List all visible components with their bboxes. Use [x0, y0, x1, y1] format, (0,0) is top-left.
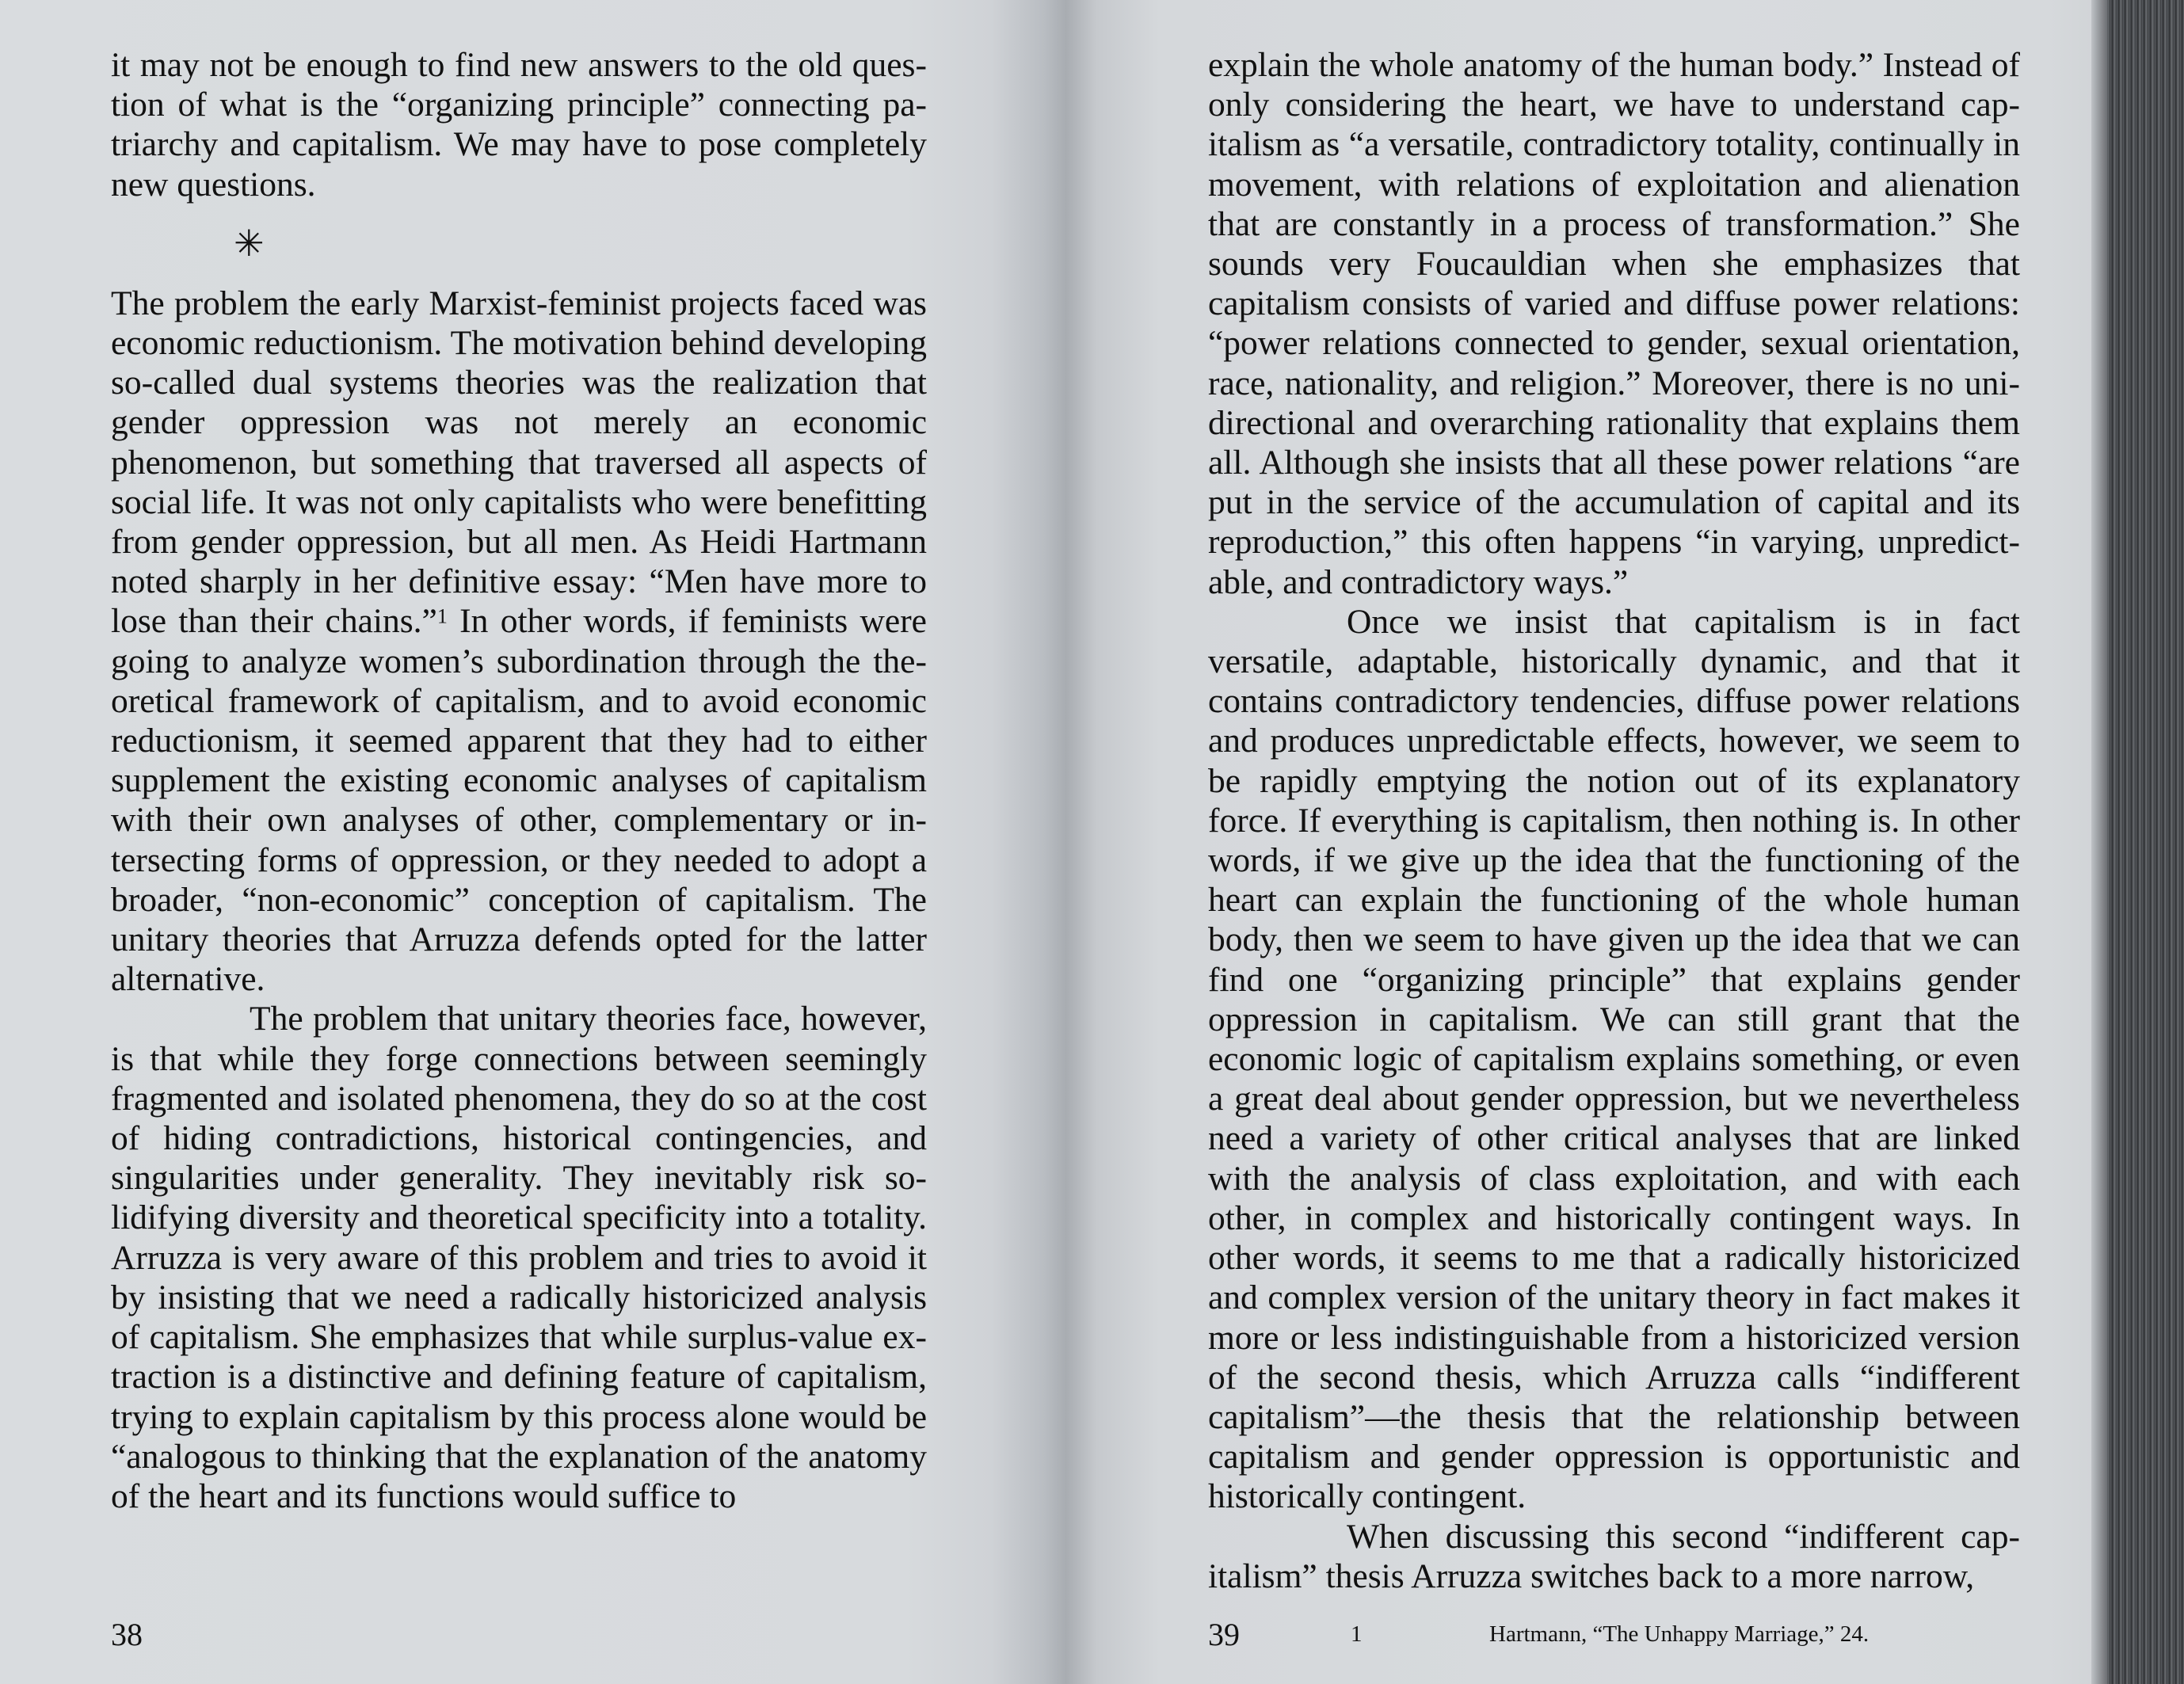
paragraph — [111, 284, 927, 1000]
footnote-number: 1 — [1351, 1621, 1363, 1647]
footnote-text: Hartmann, “The Unhappy Marriage,” 24. — [1489, 1621, 1870, 1647]
page-number: 39 — [1208, 1617, 1240, 1652]
page-edge-shadow — [2091, 0, 2107, 1684]
paragraph-text: In other words, if feminists were going to analyze women’s subordination through the theoretical framework of capitalism, and to avoid economic reductionism, it seemed apparent that they had to either supplement the existing economic analyses of capitalism with their own analyses of other, complementary or intersecting forms of oppression, or they needed to adopt a broader, “non-economic” conception of capitalism. The unitary theories that Arruzza defends opted for the latter alternative. — [111, 602, 927, 999]
paragraph-text: The problem the early Marxist-feminist projects faced was economic reductionism. The motivation behind developing so-called dual systems theories was the realization that gender oppression was not merely an economic phenomenon, but something that traversed all aspects of social life. It was not only capitalists who were benefitting from gender oppression, but all men. As Heidi Hartmann noted sharply in her definitive essay: “Men have more to lose than their chains.” — [111, 284, 927, 641]
left-page-body — [111, 45, 927, 1516]
left-page — [0, 0, 1065, 1684]
paragraph: The problem that unitary theories face, however, is that while they forge connections between seemingly fragmented and isolated phenomena, they do so at the cost of hiding contradictions, historical contingencies, and singularities under generality. They inevitably risk solidifying diversity and theoretical specificity into a totality. Arruzza is very aware of this problem and tries to avoid it by insisting that we need a radically historicized analysis of capitalism. She emphasizes that while surplus-value extraction is a distinctive and defining feature of capitalism, trying to explain capitalism by this process alone would be “analogous to thinking that the explanation of the anatomy of the heart and its functions would suffice to — [111, 1000, 927, 1515]
paragraph: it may not be enough to find new answers to the old question of what is the “organizing principle” connecting patriarchy and capitalism. We may have to pose completely new questions. — [111, 46, 927, 204]
footnote-reference[interactable]: 1 — [436, 604, 448, 628]
paragraph: explain the whole anatomy of the human body.” Instead of only considering the heart, we have to understand capitalism as “a versatile, contradictory totality, continually in movement, with relations of exploitation and alienation that are constantly in a process of transformation.” She sounds very Foucauldian when she emphasizes that capitalism consists of varied and diffuse power relations: “power relations connected to gender, sexual orientation, race, nationality, and religion.” Moreover, there is no unidirectional and overarching rationality that explains them all. Although she insists that all these power relations “are put in the service of the accumulation of capital and its reproduction,” this often happens “in varying, unpredictable, and contradictory ways.” — [1208, 46, 2020, 601]
right-page — [1065, 0, 2111, 1684]
paragraph: Once we insist that capitalism is in fact versatile, adaptable, historically dynamic, and that it contains contradictory tendencies, diffuse power relations and produces unpredictable effects, however, we seem to be rapidly emptying the notion out of its explanatory force. If everything is capitalism, then nothing is. In other words, if we give up the idea that the functioning of the heart can explain the functioning of the whole human body, then we seem to have given up the idea that we can find one “organizing principle” that explains gender oppression in capitalism. We can still grant that the economic logic of capitalism explains something, or even a great deal about gender oppression, but we nevertheless need a variety of other critical analyses that are linked with the analysis of class exploitation, and with each other, in complex and historically contingent ways. In other words, it seems to me that a radically historicized and complex version of the unitary theory in fact makes it more or less indistinguishable from a historicized version of the second thesis, which Arruzza calls “indifferent capitalism”—the thesis that the relationship between capitalism and gender oppression is opportunistic and historically contingent. — [1208, 602, 2020, 1516]
paragraph: When discussing this second “indifferent capitalism” thesis Arruzza switches back to a more narrow, — [1208, 1517, 2020, 1595]
page-number: 38 — [111, 1617, 143, 1652]
right-page-body — [1208, 45, 2020, 1596]
section-break-asterisk-icon: ✳ — [234, 223, 265, 264]
